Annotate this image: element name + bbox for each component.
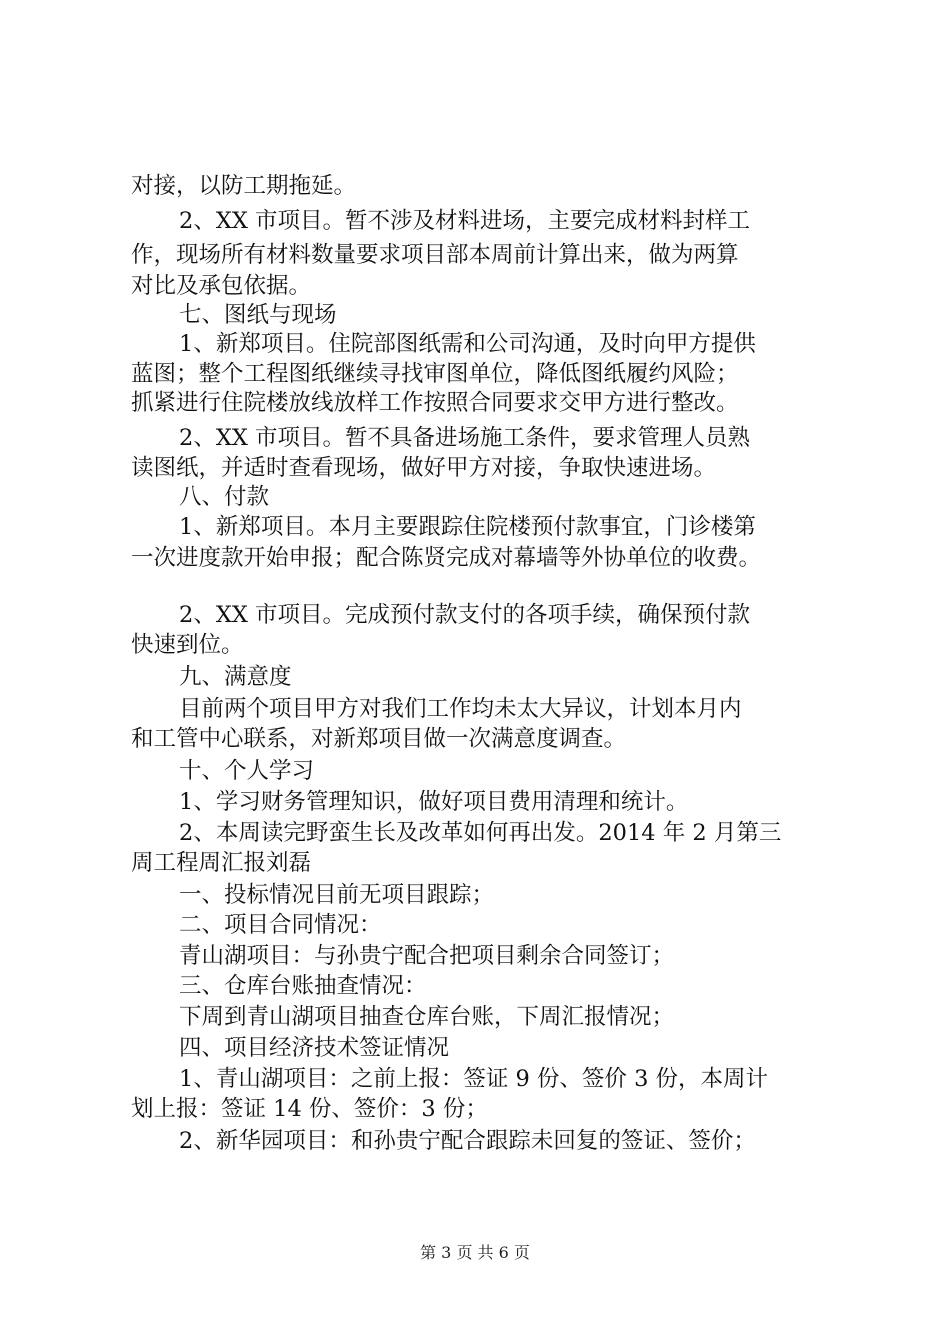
section-heading: 七、图纸与现场 [179,302,337,328]
section-heading: 八、付款 [179,484,270,510]
text-line: 1、学习财务管理知识，做好项目费用清理和统计。 [179,789,689,815]
text-line: 1、新郑项目。本月主要跟踪住院楼预付款事宜，门诊楼第 [179,514,756,540]
text-line: 蓝图；整个工程图纸继续寻找审图单位，降低图纸履约风险； [131,361,739,387]
text-line: 和工管中心联系，对新郑项目做一次满意度调查。 [131,726,627,752]
text-line: 抓紧进行住院楼放线放样工作按照合同要求交甲方进行整改。 [131,390,739,416]
text-line: 目前两个项目甲方对我们工作均未太大异议，计划本月内 [179,696,742,722]
text-line: 划上报：签证 14 份、签价：3 份； [131,1096,488,1122]
text-line: 2、新华园项目：和孙贵宁配合跟踪未回复的签证、签价； [179,1128,756,1154]
page-number-footer: 第 3 页 共 6 页 [420,1243,530,1262]
text-line: 2、XX 市项目。暂不涉及材料进场，主要完成材料封样工 [179,208,751,234]
text-line: 2、本周读完野蛮生长及改革如何再出发。2014 年 2 月第三 [179,820,782,846]
text-line: 一次进度款开始申报；配合陈贤完成对幕墙等外协单位的收费。 [131,545,762,571]
text-line: 2、XX 市项目。暂不具备进场施工条件，要求管理人员熟 [179,425,751,451]
text-line: 1、新郑项目。住院部图纸需和公司沟通，及时向甲方提供 [179,331,756,357]
section-heading: 九、满意度 [179,664,292,690]
text-line: 1、青山湖项目：之前上报：签证 9 份、签价 3 份，本周计 [179,1066,769,1092]
text-line: 青山湖项目：与孙贵宁配合把项目剩余合同签订； [179,943,675,969]
text-line: 作，现场所有材料数量要求项目部本周前计算出来，做为两算 [131,242,739,268]
section-heading: 三、仓库台账抽查情况： [179,973,427,999]
section-heading: 十、个人学习 [179,758,315,784]
section-heading: 二、项目合同情况： [179,912,382,938]
text-line: 快速到位。 [131,632,244,658]
text-line: 读图纸，并适时查看现场，做好甲方对接，争取快速进场。 [131,455,717,481]
text-line: 对比及承包依据。 [131,273,312,299]
section-heading: 四、项目经济技术签证情况 [179,1035,450,1061]
text-line: 2、XX 市项目。完成预付款支付的各项手续，确保预付款 [179,602,751,628]
text-line: 下周到青山湖项目抽查仓库台账，下周汇报情况； [179,1004,675,1030]
section-heading: 一、投标情况目前无项目跟踪； [179,882,495,908]
text-line: 周工程周汇报刘磊 [131,850,312,876]
text-line: 对接，以防工期拖延。 [131,173,357,199]
